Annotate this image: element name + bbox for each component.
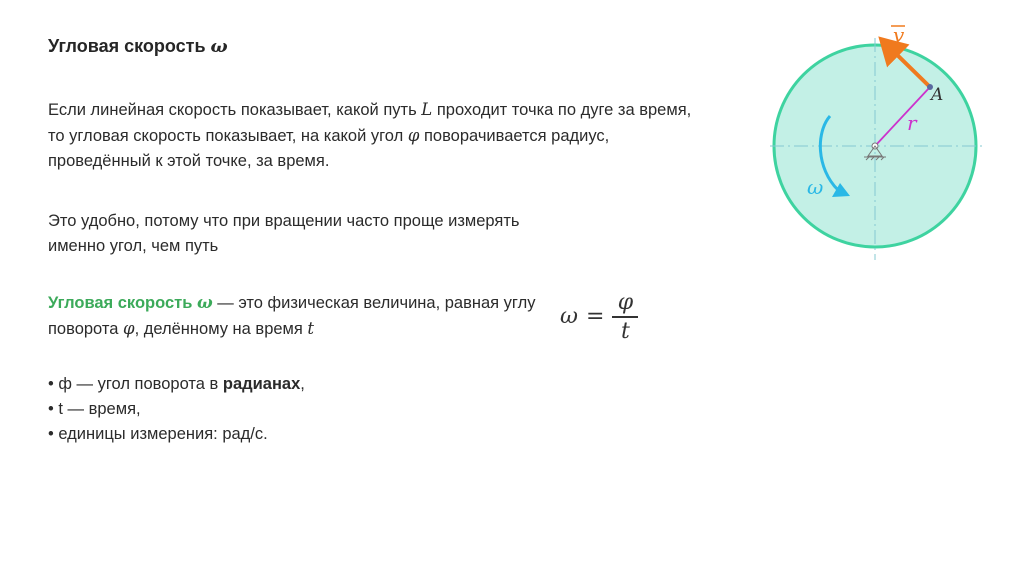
bullet-phi-suffix: , bbox=[300, 375, 305, 393]
formula-lhs: ω bbox=[560, 304, 578, 330]
bullet-units: • единицы измерения: рад/с. bbox=[48, 425, 268, 443]
label-A: A bbox=[931, 85, 944, 105]
formula-numerator: φ bbox=[617, 290, 634, 315]
slide-title bbox=[48, 36, 228, 57]
p1-part1: Если линейная скорость показывает, какой путь bbox=[48, 101, 422, 119]
definition-var-phi: φ bbox=[123, 319, 135, 338]
label-omega: ω bbox=[807, 175, 824, 199]
formula-equals: = bbox=[585, 304, 605, 330]
fraction-bar bbox=[612, 316, 638, 318]
definition-part2: , делённому на время bbox=[134, 320, 308, 338]
paragraph-linear-vs-angular bbox=[48, 97, 698, 174]
definition-omega: ω bbox=[196, 293, 213, 312]
definition-var-t: t bbox=[307, 319, 315, 338]
definition-paragraph bbox=[48, 290, 548, 342]
bullet-list bbox=[48, 372, 548, 447]
bullet-phi-bold: радианах bbox=[222, 375, 301, 393]
bullet-time: • t — время, bbox=[48, 400, 141, 418]
title-omega-symbol: ω bbox=[210, 36, 228, 57]
p1-var-L: L bbox=[421, 100, 433, 119]
p2-text: Это удобно, потому что при вращении часто проще измерять именно угол, чем путь bbox=[48, 212, 520, 255]
rotating-disk-diagram bbox=[760, 20, 1000, 270]
label-r: r bbox=[907, 111, 917, 135]
formula-denominator: t bbox=[620, 318, 630, 344]
bullet-phi-prefix: • ф — угол поворота в bbox=[48, 375, 223, 393]
definition-term: Угловая скорость bbox=[48, 294, 197, 312]
p1-part3: поворачивается радиус, проведённый к этой точке, за время. bbox=[48, 127, 610, 170]
p1-var-phi: φ bbox=[407, 126, 420, 145]
formula-omega bbox=[560, 290, 638, 344]
bullet-phi bbox=[48, 372, 548, 397]
formula-fraction bbox=[612, 290, 638, 344]
definition-part1: — это физическая величина, равная углу поворота bbox=[48, 294, 536, 338]
title-text: Угловая скорость bbox=[48, 36, 206, 56]
p1-part2: проходит точка по дуге за время, то угловая скорость показывает, на какой угол bbox=[48, 101, 692, 145]
label-v: v bbox=[893, 23, 905, 47]
paragraph-convenience bbox=[48, 209, 568, 259]
